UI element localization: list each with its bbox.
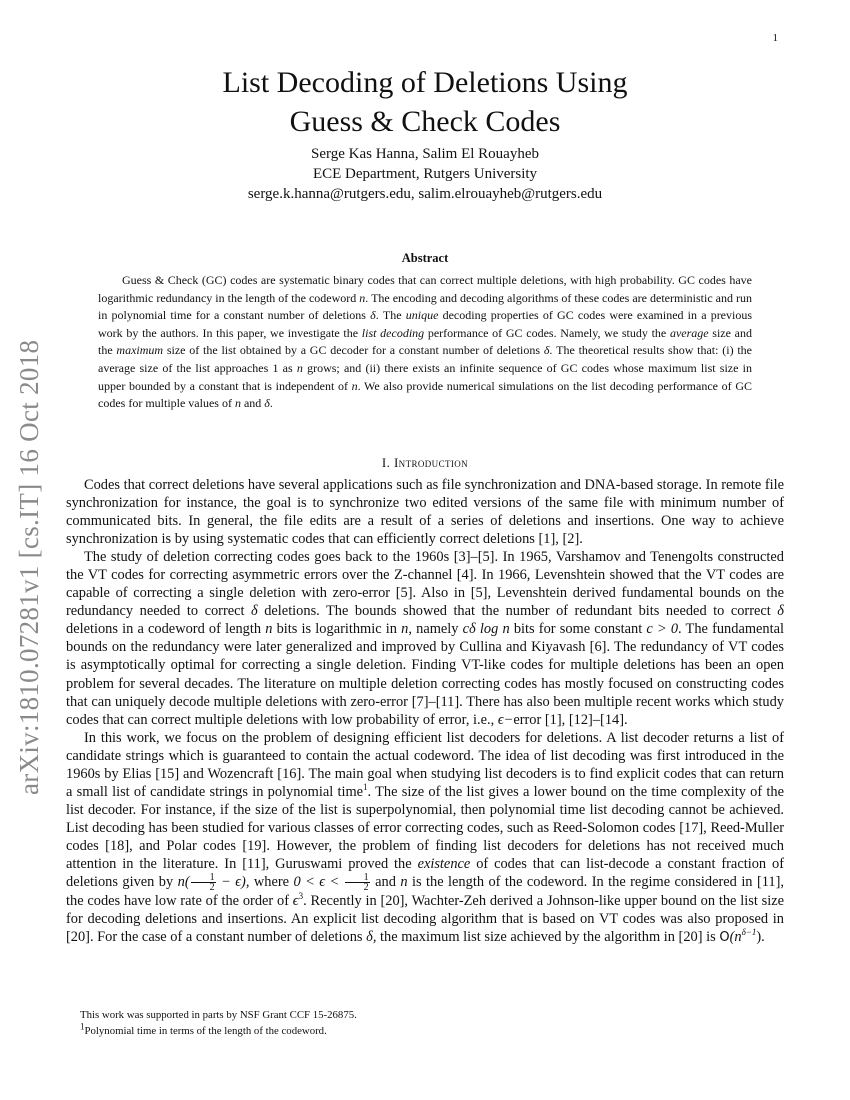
arxiv-identifier: arXiv:1810.07281v1 [cs.IT] 16 Oct 2018: [14, 339, 44, 795]
author-emails: serge.k.hanna@rutgers.edu, salim.elrouayheb@rutgers.edu: [247, 186, 603, 202]
author-block: [72, 144, 778, 204]
paragraph-3: In this work, we focus on the problem of designing efficient list decoders for deletions. A list decoder returns a list of candidate strings which is guaranteed to contain the actual codeword. The idea of list decoding was first introduced in the 1960s by Elias [15] and Wozencraft [16]. The main goal when studying list decoders is to find explicit codes that can return a small list of candidate strings in polynomial time$^1$. The size of the list gives a lower bound on the time complexity of the list decoder. For instance, if the size of the list is superpolynomial, then polynomial time list decoding cannot be achieved. List decoding has been studied for various classes of error correcting codes, such as Reed-Solomon codes [17], Reed-Muller codes [18], and Polar codes [19]. However, the problem of finding list decoders for deletions has not received much attention in the literature. In [11], Guruswami proved the existence of codes that can list-decode a constant fraction of deletions given by n( $\frac{1}{2}$ − ϵ), where 0 < ϵ < $\frac{1}{2}$ and n is the length of the codeword. In the regime considered in [11], the codes have low rate of the order of $\epsilon^3$. Recently in [20], Wachter-Zeh derived a Johnson-like upper bound on the list size for decoding deletions and insertions. An explicit list decoding algorithm that is based on VT codes was also proposed in [20]. For the case of a constant number of deletions δ, the maximum list size achieved by the algorithm in [20] is $O(n^{\delta-1})$.: [66, 729, 785, 946]
fraction-one-half: $\frac{1}{2}$: [191, 873, 216, 892]
funding-note: This work was supported in parts by NSF Grant CCF 15-26875.: [80, 1009, 357, 1021]
footnote-marker: 1: [363, 782, 368, 792]
paragraph-2: The study of deletion correcting codes goes back to the 1960s [3]–[5]. In 1965, Varshamov and Tenengolts constructed the VT codes for correcting asymmetric errors over the Z-channel [4]. In 1966, Levenshtein showed that the VT codes are capable of correcting a single deletion with zero-error [5]. Also in [5], Levenshtein derived fundamental bounds on the redundancy needed to correct δ deletions. The bounds showed that the number of redundant bits needed to correct δ deletions in a codeword of length n bits is logarithmic in n, namely cδ log n bits for some constant c > 0. The fundamental bounds on the redundancy were later generalized and improved by Cullina and Kiyavash [6]. The redundancy of VT codes is asymptotically optimal for correcting a single deletion. Finding VT-like codes for multiple deletions has been an open problem for several decades. The literature on multiple deletion correcting codes has mostly focused on constructing codes that can uniquely decode multiple deletions with zero-error [7]–[11]. There has also been multiple recent works which study codes that can correct multiple deletions with low probability of error, i.e., ϵ−error [1], [12]–[14].: [66, 549, 784, 728]
paper-title: [72, 63, 778, 141]
section-number: I.: [381, 455, 391, 470]
section-title: Introduction: [393, 455, 469, 470]
footnote-1: $^1$Polynomial time in terms of the length of the codeword.: [80, 1021, 327, 1037]
author-affiliation: ECE Department, Rutgers University: [312, 166, 538, 182]
paragraph-1: Codes that correct deletions have several applications such as file synchronization and DNA-based storage. In remote file synchronization for instance, the goal is to synchronize two edited versions of the same file with minimum number of communicated bits. In general, the file edits are a result of a series of deletions and insertions. One way to achieve synchronization is by using systematic codes that can efficiently correct deletions [1], [2].: [66, 477, 784, 548]
abstract-text: Guess & Check (GC) codes are systematic binary codes that can correct multiple deletions, with high probability. GC codes have logarithmic redundancy in the length of the codeword n. The encoding and decoding algorithms of these codes are deterministic and run in polynomial time for a constant number of deletions δ. The unique decoding properties of GC codes were examined in a previous work by the authors. In this paper, we investigate the list decoding performance of GC codes. Namely, we study the average size and the maximum size of the list obtained by a GC decoder for a constant number of deletions δ. The theoretical results show that: (i) the average size of the list approaches 1 as n grows; and (ii) there exists an infinite sequence of GC codes whose maximum list size in upper bounded by a constant that is independent of n. We also provide numerical simulations on the list decoding performance of GC codes for multiple values of n and δ.: [98, 273, 753, 411]
section-heading-introduction: [72, 455, 778, 471]
title-line-2: Guess & Check Codes: [289, 105, 561, 138]
footnotes: [72, 1007, 772, 1039]
author-names: Serge Kas Hanna, Salim El Rouayheb: [310, 146, 539, 162]
fraction-one-half: $\frac{1}{2}$: [345, 873, 370, 892]
title-line-1: List Decoding of Deletions Using: [222, 66, 628, 99]
page-number: 1: [772, 32, 778, 44]
abstract-heading: Abstract: [401, 251, 449, 265]
body-text: [66, 476, 784, 947]
